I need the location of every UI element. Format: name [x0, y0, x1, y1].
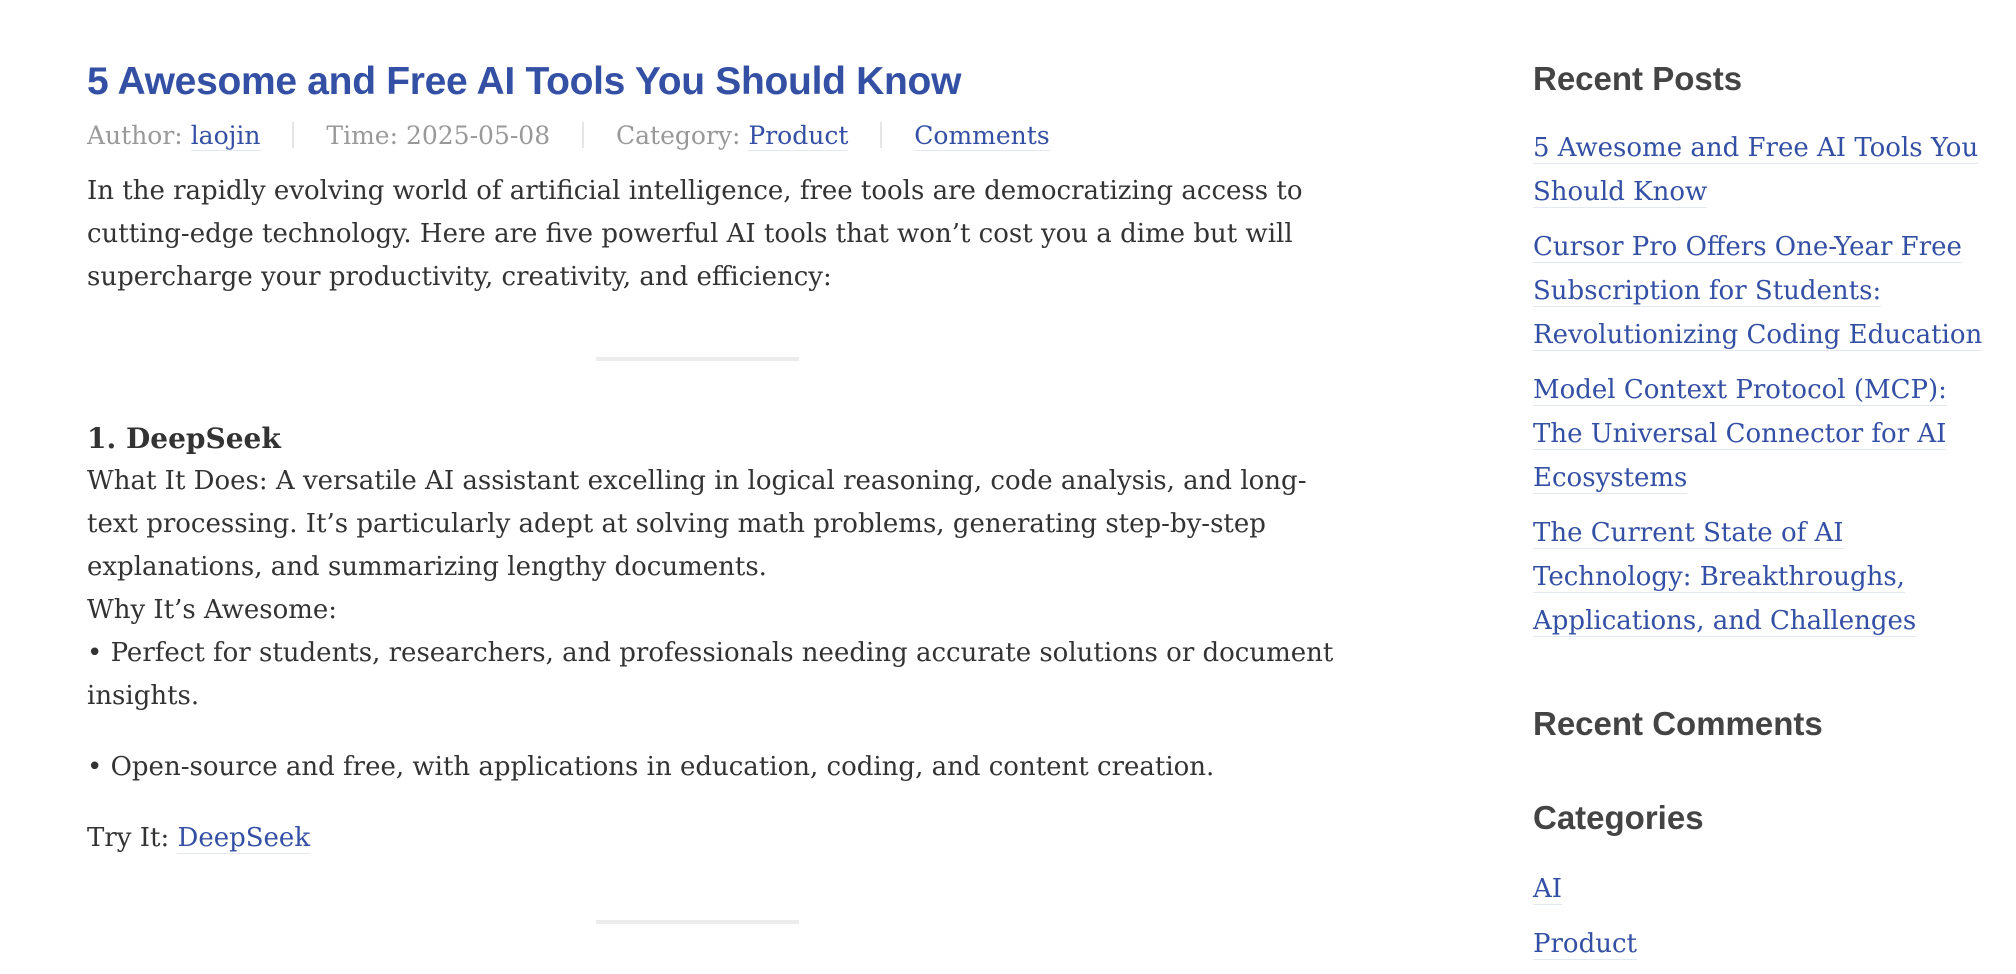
sidebar — [1533, 56, 1993, 974]
try-it-line — [87, 817, 1337, 860]
category-link[interactable]: Product — [748, 121, 849, 150]
section-divider — [596, 920, 799, 924]
try-it-label: Try It: — [87, 823, 170, 853]
list-item — [1533, 867, 1993, 911]
bullet-item: • Perfect for students, researchers, and professionals needing accurate solutions or document insights. — [87, 638, 1334, 711]
meta-separator — [582, 122, 584, 148]
post-title[interactable]: 5 Awesome and Free AI Tools You Should Know — [87, 60, 962, 103]
time-label: Time: — [326, 121, 399, 150]
category-ai-link[interactable]: AI — [1533, 874, 1563, 904]
post-meta — [87, 118, 1337, 154]
tool-description: What It Does: A versatile AI assistant excelling in logical reasoning, code analysis, and long-text processing. It’s particularly adept at solving math problems, generating step-by-step explanations, and summarizing lengthy documents. — [87, 466, 1307, 582]
recent-post-link[interactable]: Cursor Pro Offers One-Year Free Subscription for Students: Revolutionizing Coding Education — [1533, 232, 1983, 350]
category-product-link[interactable]: Product — [1533, 929, 1637, 959]
tool-heading: 1. DeepSeek — [87, 422, 281, 455]
list-item — [1533, 511, 1993, 643]
why-label: Why It’s Awesome: — [87, 595, 338, 625]
author-label: Author: — [87, 121, 183, 150]
categories-title: Categories — [1533, 799, 1704, 836]
article — [87, 56, 1337, 924]
section-divider — [596, 357, 799, 361]
recent-post-link[interactable]: Model Context Protocol (MCP): The Universal Connector for AI Ecosystems — [1533, 375, 1947, 493]
categories-list — [1533, 867, 1993, 966]
deepseek-link[interactable]: DeepSeek — [177, 823, 311, 853]
category-label: Category: — [616, 121, 741, 150]
recent-comments-title: Recent Comments — [1533, 705, 1823, 742]
author-link[interactable]: laojin — [190, 121, 261, 150]
comments-link[interactable]: Comments — [914, 121, 1050, 150]
meta-separator — [880, 122, 882, 148]
recent-posts-list — [1533, 126, 1993, 643]
list-item — [1533, 368, 1993, 500]
list-item — [1533, 922, 1993, 966]
bullet-item: • Open-source and free, with applications in education, coding, and content creation. — [87, 752, 1215, 782]
recent-post-link[interactable]: The Current State of AI Technology: Breakthroughs, Applications, and Challenges — [1533, 518, 1917, 636]
recent-post-link[interactable]: 5 Awesome and Free AI Tools You Should Know — [1533, 133, 1979, 207]
list-item — [1533, 225, 1993, 357]
post-date: 2025-05-08 — [405, 121, 551, 150]
list-item — [1533, 126, 1993, 214]
meta-separator — [292, 122, 294, 148]
intro-paragraph: In the rapidly evolving world of artificial intelligence, free tools are democratizing access to cutting-edge technology. Here are five powerful AI tools that won’t cost you a dime but will supercharge your productivity, creativity, and efficiency: — [87, 176, 1303, 292]
recent-posts-title: Recent Posts — [1533, 60, 1743, 97]
